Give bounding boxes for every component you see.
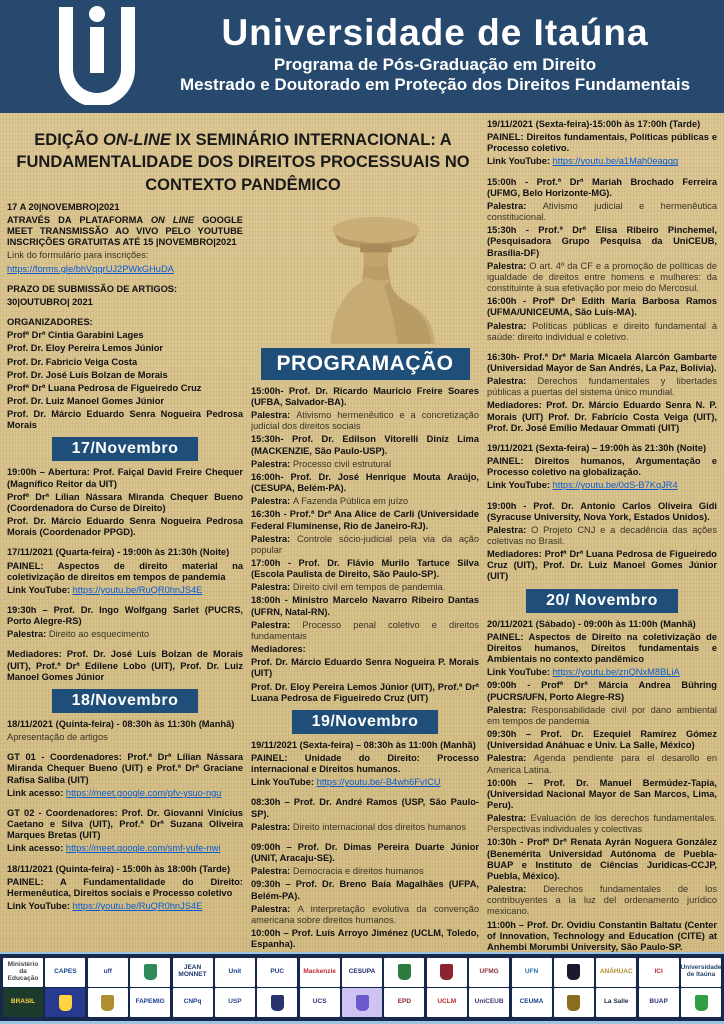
schedule-line [7,297,243,308]
text-segment: Derechos fundamentales de los contribuyentes a la luz del ordenamento jurídico mexicano. [487,884,717,917]
schedule-line [487,132,717,154]
text-segment: 19:30h – Prof. Dr. Ingo Wolfgang Sarlet (PUCRS, Porto Alegre-RS) [7,605,243,627]
degree-name: Mestrado e Doutorado em Proteção dos Direitos Fundamentais [179,74,691,94]
text-segment: PAINEL: Direitos fundamentais, Políticas públicas e Processo coletivo. [487,132,717,154]
partner-logo: BRASIL [3,988,43,1017]
text-segment: Palestra: [7,629,49,640]
schedule-line [487,456,717,478]
text-segment: 19/11/2021 (Sexta-feira) – 19:00h às 21:30h (Noite) [487,442,707,453]
schedule-line [251,434,479,456]
schedule-line [487,177,717,199]
schedule-line [487,705,717,727]
text-segment: Ativismo hermenêutico e a concretização judicial dos direitos sociais [251,410,479,432]
text-segment: 15:00h - Prof.ª Drª Mariah Brochado Ferreira (UFMG, Belo Horizonte-MG). [487,176,717,198]
partner-logo: PUC [257,958,297,987]
schedule-line [7,732,243,743]
schedule-line [251,797,479,819]
text-segment: 08:30h – Prof. Dr. André Ramos (USP, São Paulo-SP). [251,797,479,819]
schedule-line [251,842,479,864]
seminar-title-seg1: EDIÇÃO [34,131,104,149]
justice-statue-image [295,206,453,344]
text-segment: 17:00h - Prof. Dr. Flávio Murilo Tartuce Silva (Escola Paulista de Direito, São Paulo-SP). [251,557,479,580]
text-segment: Palestra: [251,533,298,544]
schedule-line [7,343,243,354]
text-segment: Prof. Dr. José Luís Bolzan de Morais [7,369,168,380]
text-segment: 10:00h – Prof. Luís Arroyo Jiménez (UCLM, Toledo, Espanha). [251,928,479,950]
schedule-line [487,225,717,258]
text-segment: Link do formulário para inscrições: [7,250,149,261]
text-segment: GOOGLE MEET TRANSMISSÃO AO VIVO PELO YOUTUBE INSCRIÇÕES GRATUITAS ATÉ 15 |NOVEMBRO|2021 [7,214,244,248]
schedule-line [7,649,243,682]
text-segment: PAINEL: Aspectos de Direito na coletivização de Direitos humanos, Direitos fundamentais e Ambientais no contexto pandêmico [487,631,717,665]
university-crest-icon [695,995,708,1011]
schedule-line [7,547,243,558]
text-segment: Processo penal coletivo e direitos fundamentais [251,619,479,641]
spacer [7,277,243,284]
text-segment: Prof. Dr. Márcio Eduardo Senra Nogueira P. Morais (UIT) [251,657,479,679]
text-segment: 09:00h - Profª Drª Márcia Andrea Bühring (PUCRS/UFN, Porto Alegre-RS) [487,680,717,702]
university-crest-icon [356,995,369,1011]
text-segment: Palestra: [487,524,532,535]
schedule-line [487,837,717,882]
spacer [487,345,717,352]
schedule-line [7,752,243,785]
schedule-line [7,516,243,538]
text-segment: 20/11/2021 (Sábado) - 09:00h às 11:00h (Manhã) [487,618,696,629]
text-segment: Palestra: [487,813,531,824]
schedule-line [7,843,243,854]
text-segment: 18/11/2021 (Quinta-feira) - 08:30h às 11:30h (Manhã) [7,718,235,729]
schedule-line [7,250,243,261]
partner-logos-row [2,958,722,987]
university-crest-icon [567,964,580,980]
text-segment: Prof. Dr. Eloy Pereira Lemos Júnior [7,343,164,354]
text-segment: Palestra: [251,496,293,507]
text-segment: Palestra: [251,866,293,877]
youtube-link-1911-tarde[interactable]: https://youtu.be/a1Mah0eagqg [552,156,679,167]
youtube-link-1711[interactable]: https://youtu.be/RuQR0hnJS4E [72,584,203,595]
schedule-line [251,928,479,950]
text-segment: O art. 4º da CF e a promoção de políticas de igualdade de direitos entre homens e mulheres: da constituinte à sua efetivação por meio do Mercosul. [487,260,718,294]
spacer [7,745,243,752]
meet-link-gt02[interactable]: https://meet.google.com/smf-yufe-nwi [65,843,221,854]
text-segment: A Fazenda Pública em juízo [292,496,409,507]
schedule-line [487,201,717,223]
schedule-line [487,667,717,678]
schedule-line [7,202,243,213]
text-segment: 19/11/2021 (Sexta-feira) – 08:30h às 11:00h (Manhã) [251,739,476,750]
text-segment: Profª Drª Cintia Garabini Lages [7,330,144,341]
partner-logo: UFN [512,958,552,987]
schedule-line [251,777,479,788]
schedule-line [7,788,243,799]
partner-logo: Ministério da Educação [3,958,43,987]
text-segment: 11:00h – Prof. Dr. Ovidiu Constantin Baltatu (Center of Innovation, Technology and Education (CITE) at Anhembi Morumbi University, São Paulo-SP. [487,919,717,952]
justice-statue-image [251,202,479,346]
text-segment: Link acesso: [7,843,66,854]
date-banner: 18/Novembro [52,689,199,713]
schedule-line [7,864,243,875]
university-crest-icon [271,995,284,1011]
schedule-line [7,396,243,407]
schedule-line [251,644,479,655]
text-segment: 09:00h – Prof. Dr. Dimas Pereira Duarte Júnior (UNIT, Aracaju-SE). [251,841,479,864]
schedule-line [251,582,479,593]
schedule-line [7,719,243,730]
text-segment: Mediadores: [251,644,306,655]
text-segment: Palestra: [487,200,543,211]
schedule-line [251,740,479,751]
text-segment: ATRAVÉS DA PLATAFORMA [7,214,151,225]
text-segment: Palestra: [251,619,303,630]
text-segment: Palestra: [487,884,544,895]
university-crest-icon [440,964,453,980]
text-segment: Democracia e direitos humanos [292,866,424,877]
seminar-title [13,129,473,196]
partner-logo: FAPEMIG [130,988,170,1017]
partner-logo: BUAP [639,988,679,1017]
schedule-line [251,496,479,507]
text-segment: 18:00h - Ministro Marcelo Navarro Ribeiro Dantas (UFRN, Natal-RN). [251,595,479,617]
spacer [251,790,479,797]
text-segment: PAINEL: A Fundamentalidade do Direito: Hermenêutica, Direitos sociais e Processo coletivo [7,876,243,898]
schedule-line [7,330,243,341]
text-segment: Palestra: [251,582,293,593]
university-crest-icon [567,995,580,1011]
text-segment: PAINEL: Aspectos de direito material na coletivização de direitos em tempos de pandemia [7,560,243,582]
text-segment: A interpretação evolutiva da convenção americana sobre direitos humanos. [251,903,480,925]
schedule-line [251,386,479,408]
spacer [487,436,717,443]
schedule-line [487,525,717,547]
spacer [7,801,243,808]
header-banner [0,0,724,113]
schedule-line [251,472,479,494]
text-segment: Direito ao esquecimento [48,629,150,640]
schedule-line [7,492,243,514]
schedule-line [7,877,243,899]
text-segment: Palestra: [251,458,293,469]
meet-link-gt01[interactable]: https://meet.google.com/pfv-ysuo-ngu [65,787,222,798]
text-segment: Palestra: [487,704,532,715]
text-segment: 09:30h – Prof. Dr. Ezequiel Ramírez Gómez (Universidad Anáhuac e Univ. La Salle, México) [487,729,717,751]
text-segment: Prof. Dr. Eloy Pereira Lemos Júnior (UIT), Prof.ª Drª Luana Pedrosa de Figueiredo Cruz (UIT) [251,681,479,703]
schedule-line [7,467,243,489]
partner-logo-crest-icon [427,958,467,987]
text-segment: 16:30h- Prof.ª Drª Maria Micaela Alarcón Gambarte (Universidad Mayor de San Andrés, La Paz, Bolívia). [487,351,717,373]
schedule-line [487,480,717,491]
text-segment: Link YouTube: [251,777,317,788]
schedule-line [487,680,717,702]
schedule-line [7,409,243,431]
schedule-line [251,657,479,679]
schedule-line [7,605,243,627]
text-segment: Link YouTube: [7,900,73,911]
text-segment: Agenda pendiente para el desarollo en America Latina. [487,753,717,775]
spacer [7,598,243,605]
schedule-line [487,884,717,917]
schedule-line [7,808,243,841]
schedule-line [251,509,479,531]
text-segment: PAINEL: Direitos humanos, Argumentação e Processo coletivo na globalização. [487,456,717,478]
partner-logo: CNPq [173,988,213,1017]
text-segment: Mediadores: Profª Drª Luana Pedrosa de Figueiredo Cruz (UIT), Prof. Dr. Luiz Manoel Gomes Júnior (UIT) [487,549,717,582]
text-segment: 17/11/2021 (Quarta-feira) - 19:00h às 21:30h (Noite) [7,547,230,558]
schedule-line [487,376,717,398]
program-name: Programa de Pós-Graduação em Direito [273,54,597,74]
schedule-line [487,632,717,665]
schedule-line [487,813,717,835]
schedule-line [251,558,479,580]
schedule-line [487,920,717,952]
partner-logo: JEAN MONNET [173,958,213,987]
partner-logo: Unit [215,958,255,987]
text-segment: Profª Drª Luana Pedrosa de Figueiredo Cruz [7,382,202,393]
schedule-line [251,904,479,926]
university-crest-icon [398,964,411,980]
schedule-line [251,410,479,432]
text-segment: Evaluación de los derechos fundamentales. Perspectivas individuales y colectivas [487,813,717,835]
partner-logo: UniCEUB [469,988,509,1017]
partner-logo-crest-icon [130,958,170,987]
university-crest-icon [59,995,72,1011]
text-segment: Link YouTube: [487,667,553,678]
partner-logo: Universidade de Itaúna [681,958,721,987]
text-segment: Controle sócio-judicial pela via da ação popular [251,533,479,555]
schedule-line [7,629,243,640]
date-banner: 19/Novembro [292,710,439,734]
schedule-line [487,296,717,318]
text-segment: Link YouTube: [7,584,73,595]
text-segment: Link YouTube: [487,480,553,491]
text-segment: 15:30h - Prof.ª Drª Elisa Ribeiro Pinchemel, (Pesquisadora Grupo Pesquisa da UniCEUB, Brasília-DF) [487,225,717,258]
schedule-line [7,264,243,275]
text-segment: Link YouTube: [487,156,553,167]
right-column [485,117,719,952]
text-segment: Palestra: [251,903,298,914]
text-segment: Prof. Dr. Márcio Eduardo Senra Nogueira Pedrosa Morais (Coordenador PPGD). [7,516,243,538]
schedule-line [7,585,243,596]
spacer [487,170,717,177]
partner-logo: La Salle [596,988,636,1017]
partner-logo: CEUMA [512,988,552,1017]
seminar-title-seg2: ON-LINE [103,131,171,149]
schedule-line [7,317,243,328]
partner-logo: USP [215,988,255,1017]
schedule-line [251,534,479,556]
schedule-line [251,866,479,877]
text-segment: Palestra: [487,260,530,271]
text-segment: 10:30h - Profª Drª Renata Ayrán Noguera González (Benemérita Universidad Autónoma de Puebla-BUAP e Instituto de Ciências Juridicas-CCJP, Puebla, México). [487,837,717,881]
schedule-line [487,729,717,751]
schedule-line [251,682,479,704]
spacer [7,310,243,317]
schedule-line [7,561,243,583]
schedule-line [251,753,479,775]
spacer [251,835,479,842]
text-segment: PRAZO DE SUBMISSÃO DE ARTIGOS: [7,283,178,294]
text-segment: 17 A 20|NOVEMBRO|2021 [7,201,120,212]
schedule-line [487,321,717,343]
partner-logos-row [2,988,722,1017]
partner-logo-crest-icon [554,958,594,987]
schedule-line [487,443,717,454]
text-segment: ORGANIZADORES: [7,317,93,328]
schedule-line [7,370,243,381]
text-segment: 16:00h- Prof. Dr. José Henrique Mouta Araújo, (CESUPA, Belém-PA). [251,471,479,494]
youtube-link-1811[interactable]: https://youtu.be/RuQR0hnJS4E [72,900,203,911]
middle-column [249,202,481,952]
text-segment: PAINEL: Unidade do Direito: Processo internacional e Direitos humanos. [251,753,479,775]
youtube-link-2011[interactable]: https://youtu.be/znQNxM8BLiA [552,667,680,678]
text-segment: Palestra: [251,410,297,421]
partner-logo: CAPES [45,958,85,987]
text-segment: 15:30h- Prof. Dr. Edilson Vitorelli Diniz Lima (MACKENZIE, São Paulo-USP). [251,434,479,456]
partner-logo: ANÁHUAC [596,958,636,987]
programacao-banner: PROGRAMAÇÃO [261,348,470,380]
text-segment: Responsabilidade civil por dano ambiental em tempos de pandemia [487,704,717,726]
text-segment: 10:00h – Prof. Dr. Manuel Bermúdez-Tapia, (Universidad Nacional Mayor de San Marcos, Lima, Peru). [487,777,717,810]
text-segment: 19:00h - Prof. Dr. Antonio Carlos Oliveira Gidi (Syracuse University, Nova York, Estados Unidos). [487,500,717,522]
university-crest-icon [101,995,114,1011]
schedule-line [487,778,717,811]
partner-logos-strip [0,952,724,1024]
text-segment: Derechos fundamentales y libertades públicas a puertas del sistema único mundial. [487,376,717,398]
text-segment: Ativismo judicial e hermenêutica constitucional. [487,200,717,223]
text-segment: 09:30h – Prof. Dr. Breno Baía Magalhães (UFPA, Belém-PA). [251,879,479,901]
text-segment: 16:00h - Profª Drª Edith Maria Barbosa Ramos (UFMA/UNICEUMA, São Luís-MA). [487,296,717,318]
text-segment: 30|OUTUBRO| 2021 [7,296,93,307]
university-crest-icon [144,964,157,980]
text-segment: 19/11/2021 (Sexta-feira)-15:00h às 17:00h (Tarde) [487,119,701,129]
partner-logo: EPD [384,988,424,1017]
spacer [7,540,243,547]
partner-logo-crest-icon [45,988,85,1017]
text-segment: Palestra: [487,753,534,764]
text-segment: Profª Drª Lílian Nássara Miranda Chequer Bueno (Coordenadora do Curso de Direito) [7,491,243,513]
text-segment: Apresentação de artigos [7,732,108,743]
partner-logo-crest-icon [554,988,594,1017]
inscription-form-link[interactable]: https://forms.gle/bhVqqrUJ2PWkGHuDA [7,263,174,274]
text-segment: ON LINE [150,214,195,225]
date-banner: 17/Novembro [52,437,199,461]
spacer [487,494,717,501]
text-segment: 19:00h – Abertura: Prof. Faiçal David Freire Chequer (Magnífico Reitor da UIT) [7,467,243,489]
text-segment: Direito civil em tempos de pandemia. [292,582,446,593]
schedule-line [487,753,717,775]
schedule-line [7,357,243,368]
spacer [7,857,243,864]
schedule-line [487,619,717,630]
schedule-line [251,620,479,642]
partner-logo: ICI [639,958,679,987]
text-segment: 15:00h- Prof. Dr. Ricardo Maurício Freire Soares (UFBA, Salvador-BA). [251,385,479,407]
schedule-line [251,459,479,470]
text-segment: Mediadores: Prof. Dr. Márcio Eduardo Senra N. P. Morais (UIT) Prof. Dr. Fabrício Costa Veiga (UIT), Prof. Dr. José Emílio Medauar Ommati (UIT) [487,400,717,433]
text-segment: Prof. Dr. Márcio Eduardo Senra Nogueira Pedrosa Morais [7,409,243,431]
schedule-line [7,383,243,394]
text-segment: 18/11/2021 (Quinta-feira) - 15:00h às 18:00h (Tarde) [7,863,231,874]
partner-logo-crest-icon [384,958,424,987]
schedule-line [487,549,717,582]
text-segment: Palestra: [487,320,533,331]
schedule-line [7,215,243,248]
text-segment: Direito internacional dos direitos humanos [292,821,466,832]
text-segment: Palestra: [487,376,538,387]
schedule-line [251,879,479,901]
left-column [5,202,245,952]
text-segment: Processo civil estrutural [292,458,392,469]
partner-logo-crest-icon [342,988,382,1017]
schedule-line [487,119,717,130]
uit-logo-icon [38,5,156,105]
schedule-line [487,501,717,523]
schedule-line [251,822,479,833]
university-name: Universidade de Itaúna [221,12,649,54]
uit-logo-icon [51,5,143,105]
partner-logo: Mackenzie [300,958,340,987]
youtube-link-1911-manha[interactable]: https://youtu.be/-B4wh6FvICU [316,777,441,788]
partner-logo-crest-icon [88,988,128,1017]
partner-logo: UCLM [427,988,467,1017]
text-segment: GT 01 - Coordenadores: Prof.ª Drª Lílian Nássara Miranda Chequer Bueno (UIT) e Prof.ª Drª Graciane Rafisa Saliba (UIT) [7,752,243,785]
schedule-line [7,901,243,912]
spacer [7,642,243,649]
partner-logo: CESUPA [342,958,382,987]
schedule-line [487,156,717,167]
poster-body [0,113,724,952]
text-segment: O Projeto CNJ e a decadência das ações coletivas no Brasil. [487,524,717,546]
partner-logo-crest-icon [681,988,721,1017]
schedule-line [487,261,717,294]
text-segment: GT 02 - Coordenadores: Prof. Dr. Giovanni Vinícius Caetano e Silva (UIT), Prof.ª Drª Suzana Oliveira Marques Bretas (UIT) [7,807,243,841]
text-segment: 16:30h - Prof.ª Drª Ana Alice de Carli (Universidade Federal Fluminense, Rio de Janeiro-RJ). [251,509,479,531]
text-segment: Prof. Dr. Luiz Manoel Gomes Júnior [7,395,165,406]
seminar-title-seg3: IX SEMINÁRIO INTERNACIONAL: A FUNDAMENTALIDADE DOS DIREITOS PROCESSUAIS NO CONTEXTO PANDÊMICO [16,131,470,194]
text-segment: Mediadores: Prof. Dr. José Luís Bolzan de Morais (UIT), Prof.ª Drª Edilene Lobo (UIT), Prof. Dr. Luiz Manoel Gomes Júnior [7,649,243,682]
partner-logo: UCS [300,988,340,1017]
date-banner: 20/ Novembro [526,589,678,613]
youtube-link-1911-noite[interactable]: https://youtu.be/0dS-B7KqJR4 [552,480,678,491]
partner-logo: uff [88,958,128,987]
partner-logo-crest-icon [257,988,297,1017]
schedule-line [251,595,479,617]
text-segment: Link acesso: [7,787,66,798]
text-segment: Prof. Dr. Fabricio Veiga Costa [7,356,138,367]
partner-logo: UFMG [469,958,509,987]
schedule-line [7,284,243,295]
text-segment: Políticas públicas e direito fundamental à saúde: direito individual e coletivo. [487,320,718,342]
text-segment: Palestra: [251,821,293,832]
schedule-line [487,352,717,374]
schedule-line [487,400,717,433]
